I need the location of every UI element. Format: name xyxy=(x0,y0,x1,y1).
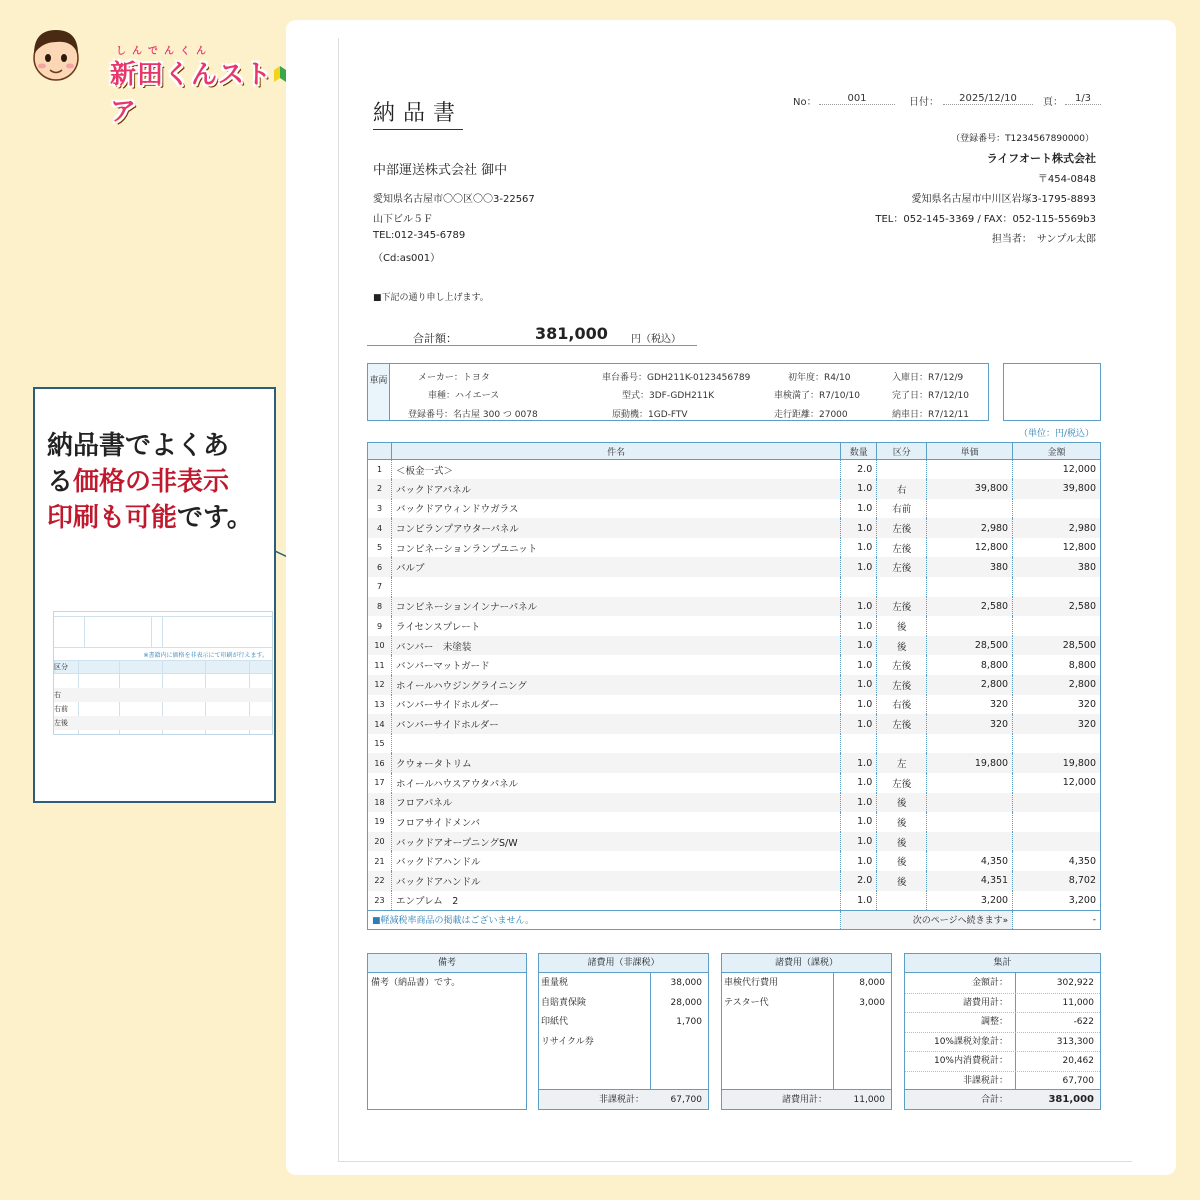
vehicle-image-box xyxy=(1003,363,1101,421)
fee-label: 車検代行費用 xyxy=(724,978,779,988)
total-value: 381,000 xyxy=(535,324,608,343)
table-row xyxy=(368,891,1101,911)
mini-row: 左後 xyxy=(54,719,68,727)
row-unit-price xyxy=(927,832,1013,852)
row-no: 21 xyxy=(368,851,392,871)
customer-name: 中部運送株式会社 御中 xyxy=(373,163,508,178)
row-unit-price: 2,800 xyxy=(927,675,1013,695)
col-qty-header: 数量 xyxy=(841,443,877,460)
tax-fees-title: 諸費用（課税） xyxy=(722,954,891,973)
customer-address-2: 山下ビル５Ｆ xyxy=(373,214,433,225)
summary-label: 10%内消費税計： xyxy=(933,1056,1008,1066)
row-item: バックドアパネル xyxy=(391,479,840,499)
fee-value: 38,000 xyxy=(670,978,702,988)
row-amount: 8,702 xyxy=(1013,871,1101,891)
row-no: 11 xyxy=(368,655,392,675)
summary-total-row xyxy=(905,1089,1100,1109)
customer-tel: TEL:012-345-6789 xyxy=(373,230,466,241)
row-amount xyxy=(1013,616,1101,636)
row-item xyxy=(391,734,840,754)
row-no: 12 xyxy=(368,675,392,695)
row-no: 15 xyxy=(368,734,392,754)
vehicle-in-date: 入庫日：R7/12/9 xyxy=(892,373,964,383)
row-no: 13 xyxy=(368,695,392,715)
table-row xyxy=(368,636,1101,656)
col-item-header: 件名 xyxy=(391,443,840,460)
remarks-box xyxy=(367,953,527,1110)
vehicle-side-label: 車両 xyxy=(368,364,390,420)
row-category: 後 xyxy=(877,812,927,832)
row-qty: 1.0 xyxy=(841,616,877,636)
row-amount: 12,800 xyxy=(1013,538,1101,558)
row-item: ライセンスプレート xyxy=(391,616,840,636)
row-amount: 380 xyxy=(1013,557,1101,577)
row-item: フロアパネル xyxy=(391,793,840,813)
row-qty: 1.0 xyxy=(841,597,877,617)
row-item: バックドアハンドル xyxy=(391,851,840,871)
company-address: 愛知県名古屋市中川区岩塚3-1795-8893 xyxy=(911,194,1096,205)
fee-value: 28,000 xyxy=(670,997,702,1008)
store-logo xyxy=(22,18,282,127)
row-unit-price: 39,800 xyxy=(927,479,1013,499)
mini-row: 右 xyxy=(54,691,61,699)
row-qty: 1.0 xyxy=(841,479,877,499)
row-category xyxy=(877,460,927,480)
fee-row xyxy=(539,1033,708,1053)
row-item: バンパーマットガード xyxy=(391,655,840,675)
boy-face-icon xyxy=(28,24,84,84)
registration-number: （登録番号：T1234567890000） xyxy=(951,134,1094,144)
row-no: 3 xyxy=(368,499,392,519)
row-category xyxy=(877,734,927,754)
summary-value: 11,000 xyxy=(1062,997,1094,1008)
row-item: バックドアオープニングS/W xyxy=(391,832,840,852)
tax-sum-row xyxy=(722,1089,891,1109)
row-unit-price: 19,800 xyxy=(927,753,1013,773)
fee-value: 8,000 xyxy=(859,978,885,988)
row-qty: 2.0 xyxy=(841,871,877,891)
table-row xyxy=(368,812,1101,832)
summary-label: 諸費用計： xyxy=(962,997,1008,1008)
fee-label: リサイクル券 xyxy=(541,1036,594,1047)
row-category: 左後 xyxy=(877,518,927,538)
row-qty: 1.0 xyxy=(841,891,877,911)
row-qty: 1.0 xyxy=(841,773,877,793)
summary-row xyxy=(905,1013,1100,1033)
page-value: 1/3 xyxy=(1065,93,1101,105)
row-amount xyxy=(1013,793,1101,813)
row-qty xyxy=(841,577,877,597)
nontax-fees-box xyxy=(538,953,709,1110)
row-unit-price: 320 xyxy=(927,714,1013,734)
tax-sum-value: 11,000 xyxy=(853,1095,885,1105)
table-row xyxy=(368,655,1101,675)
row-qty: 1.0 xyxy=(841,675,877,695)
summary-value: 313,300 xyxy=(1056,1036,1094,1047)
row-category: 左後 xyxy=(877,675,927,695)
row-item: バンパー 未塗装 xyxy=(391,636,840,656)
company-zip: 〒454-0848 xyxy=(1037,174,1096,185)
table-row xyxy=(368,753,1101,773)
row-category: 右後 xyxy=(877,695,927,715)
mini-note: ※書籍内に価格を非表示にて印刷が行えます。 xyxy=(143,652,268,659)
fee-label: 重量税 xyxy=(541,978,569,988)
row-no: 17 xyxy=(368,773,392,793)
row-category: 後 xyxy=(877,636,927,656)
row-amount: 2,800 xyxy=(1013,675,1101,695)
row-no: 9 xyxy=(368,616,392,636)
row-qty: 1.0 xyxy=(841,655,877,675)
items-body xyxy=(368,460,1101,911)
row-item: ホイールハウスアウタパネル xyxy=(391,773,840,793)
company-name: ライフオート株式会社 xyxy=(986,152,1096,165)
table-row xyxy=(368,518,1101,538)
row-amount: 12,000 xyxy=(1013,460,1101,480)
row-qty: 1.0 xyxy=(841,557,877,577)
row-item: バルブ xyxy=(391,557,840,577)
row-qty: 1.0 xyxy=(841,714,877,734)
fee-row xyxy=(539,1013,708,1033)
row-no: 19 xyxy=(368,812,392,832)
nontax-sum-value: 67,700 xyxy=(670,1095,702,1105)
table-row xyxy=(368,616,1101,636)
row-item: バックドアウィンドウガラス xyxy=(391,499,840,519)
mini-col-header: 区分 xyxy=(54,663,68,671)
row-amount: 320 xyxy=(1013,695,1101,715)
row-amount xyxy=(1013,812,1101,832)
row-item: バンパーサイドホルダー xyxy=(391,714,840,734)
row-no: 20 xyxy=(368,832,392,852)
fee-label: テスター代 xyxy=(724,997,769,1008)
summary-row xyxy=(905,1033,1100,1053)
footer-dash: - xyxy=(1013,910,1101,930)
tax-sum-label: 諸費用計： xyxy=(781,1095,827,1105)
table-row xyxy=(368,499,1101,519)
col-unit-price-header: 単価 xyxy=(927,443,1013,460)
row-amount: 2,980 xyxy=(1013,518,1101,538)
row-amount: 2,580 xyxy=(1013,597,1101,617)
row-unit-price xyxy=(927,773,1013,793)
total-label: 合計額： xyxy=(413,332,457,345)
row-no: 2 xyxy=(368,479,392,499)
fee-label: 印紙代 xyxy=(541,1017,569,1027)
table-row xyxy=(368,851,1101,871)
row-unit-price: 320 xyxy=(927,695,1013,715)
row-category: 右前 xyxy=(877,499,927,519)
vehicle-engine: 原動機：1GD-FTV xyxy=(612,410,688,420)
page-label: 頁： xyxy=(1043,97,1063,108)
vehicle-chassis: 車台番号：GDH211K-0123456789 xyxy=(602,373,751,383)
summary-value: 67,700 xyxy=(1062,1075,1094,1086)
vehicle-done-date: 完了日：R7/12/10 xyxy=(892,391,969,401)
callout-thumbnail xyxy=(53,611,273,735)
row-qty: 1.0 xyxy=(841,695,877,715)
row-unit-price: 12,800 xyxy=(927,538,1013,558)
row-qty: 1.0 xyxy=(841,812,877,832)
col-amount-header: 金額 xyxy=(1013,443,1101,460)
table-row xyxy=(368,675,1101,695)
table-row xyxy=(368,871,1101,891)
row-item: コンビネーションインナーパネル xyxy=(391,597,840,617)
nontax-fees-title: 諸費用（非課税） xyxy=(539,954,708,973)
summary-value: 302,922 xyxy=(1056,978,1094,988)
row-no: 4 xyxy=(368,518,392,538)
row-no: 14 xyxy=(368,714,392,734)
row-amount xyxy=(1013,832,1101,852)
vehicle-delivery-date: 納車日：R7/12/11 xyxy=(892,410,969,420)
row-qty: 1.0 xyxy=(841,518,877,538)
customer-address-1: 愛知県名古屋市〇〇区〇〇3-22567 xyxy=(373,194,535,205)
row-no: 10 xyxy=(368,636,392,656)
table-row xyxy=(368,832,1101,852)
summary-total-label: 合計： xyxy=(980,1095,1008,1105)
row-unit-price: 4,351 xyxy=(927,871,1013,891)
row-amount xyxy=(1013,499,1101,519)
col-category-header: 区分 xyxy=(877,443,927,460)
row-qty: 2.0 xyxy=(841,460,877,480)
callout-message: 納品書でよくあ る価格の非表示 印刷も可能です。 xyxy=(47,431,253,533)
row-category: 左後 xyxy=(877,773,927,793)
row-item: バンパーサイドホルダー xyxy=(391,695,840,715)
vehicle-plate: 登録番号：名古屋 300 つ 0078 xyxy=(408,410,538,420)
row-unit-price xyxy=(927,577,1013,597)
summary-label: 調整： xyxy=(980,1017,1008,1027)
remarks-text: 備考（納品書）です。 xyxy=(371,978,461,988)
row-qty: 1.0 xyxy=(841,793,877,813)
table-row xyxy=(368,479,1101,499)
vehicle-maker: メーカー：トヨタ xyxy=(418,373,490,383)
row-qty: 1.0 xyxy=(841,832,877,852)
row-item: ホイールハウジングライニング xyxy=(391,675,840,695)
row-item xyxy=(391,577,840,597)
summary-label: 非課税計： xyxy=(962,1075,1008,1086)
total-unit: 円（税込） xyxy=(631,334,681,345)
row-qty xyxy=(841,734,877,754)
company-tel-fax: TEL：052-145-3369 / FAX：052-115-5569b3 xyxy=(875,214,1096,225)
row-qty: 1.0 xyxy=(841,851,877,871)
row-item: バックドアハンドル xyxy=(391,871,840,891)
row-unit-price: 3,200 xyxy=(927,891,1013,911)
table-row xyxy=(368,714,1101,734)
date-label: 日付： xyxy=(909,97,939,108)
row-amount: 39,800 xyxy=(1013,479,1101,499)
fee-row xyxy=(722,994,891,1014)
row-item: コンビランプアウターパネル xyxy=(391,518,840,538)
document-title: 納品書 xyxy=(373,96,463,130)
row-no: 8 xyxy=(368,597,392,617)
summary-row xyxy=(905,1052,1100,1072)
row-category: 左後 xyxy=(877,597,927,617)
table-row xyxy=(368,557,1101,577)
row-category: 後 xyxy=(877,832,927,852)
summary-row xyxy=(905,974,1100,994)
row-unit-price xyxy=(927,460,1013,480)
vehicle-inspection: 車検満了：R7/10/10 xyxy=(774,391,860,401)
table-row xyxy=(368,460,1101,480)
table-footer-row xyxy=(368,910,1101,930)
row-category: 左後 xyxy=(877,714,927,734)
table-row xyxy=(368,773,1101,793)
nontax-sum-label: 非課税計： xyxy=(598,1095,644,1105)
row-amount xyxy=(1013,577,1101,597)
row-category: 後 xyxy=(877,793,927,813)
row-no: 23 xyxy=(368,891,392,911)
unit-note: （単位：円/税込） xyxy=(1018,429,1094,439)
row-item: エンブレム 2 xyxy=(391,891,840,911)
row-category: 左 xyxy=(877,753,927,773)
row-unit-price xyxy=(927,616,1013,636)
logo-ruby: しんでんくん xyxy=(116,46,212,57)
tax-note: ■軽減税率商品の掲載はございません。 xyxy=(368,910,841,930)
feature-callout xyxy=(33,387,276,803)
items-table xyxy=(367,442,1101,930)
continued-note: 次のページへ続きます» xyxy=(841,910,1013,930)
row-no: 16 xyxy=(368,753,392,773)
summary-box xyxy=(904,953,1101,1110)
table-row xyxy=(368,695,1101,715)
row-unit-price: 4,350 xyxy=(927,851,1013,871)
col-no-header xyxy=(368,443,392,460)
row-category xyxy=(877,577,927,597)
row-amount: 3,200 xyxy=(1013,891,1101,911)
row-category: 左後 xyxy=(877,557,927,577)
staff-name: 担当者： サンプル太郎 xyxy=(991,234,1096,245)
row-item: コンビネーションランプユニット xyxy=(391,538,840,558)
row-category: 左後 xyxy=(877,538,927,558)
row-amount: 8,800 xyxy=(1013,655,1101,675)
mini-row: 右前 xyxy=(54,705,68,713)
row-qty: 1.0 xyxy=(841,636,877,656)
row-unit-price: 380 xyxy=(927,557,1013,577)
row-unit-price xyxy=(927,793,1013,813)
row-unit-price xyxy=(927,812,1013,832)
vehicle-mileage: 走行距離：27000 xyxy=(774,410,848,420)
logo-brand-text: 新田くんストア xyxy=(110,60,273,127)
summary-label: 10%課税対象計： xyxy=(933,1036,1008,1047)
table-row xyxy=(368,793,1101,813)
total-amount-row xyxy=(367,324,697,346)
date-value: 2025/12/10 xyxy=(943,93,1033,105)
row-category: 後 xyxy=(877,616,927,636)
vehicle-first-year: 初年度：R4/10 xyxy=(788,373,851,383)
lead-text: ■下記の通り申し上げます。 xyxy=(373,293,489,303)
row-no: 18 xyxy=(368,793,392,813)
row-category: 後 xyxy=(877,871,927,891)
row-item: クウォータトリム xyxy=(391,753,840,773)
row-no: 7 xyxy=(368,577,392,597)
tax-fees-box xyxy=(721,953,892,1110)
summary-label: 金額計： xyxy=(971,978,1008,988)
fee-value: 3,000 xyxy=(859,997,885,1008)
table-row xyxy=(368,734,1101,754)
summary-value: -622 xyxy=(1073,1017,1094,1027)
row-category: 右 xyxy=(877,479,927,499)
summary-value: 20,462 xyxy=(1062,1056,1094,1066)
fee-row xyxy=(539,974,708,994)
row-amount: 28,500 xyxy=(1013,636,1101,656)
row-unit-price: 2,980 xyxy=(927,518,1013,538)
row-amount: 12,000 xyxy=(1013,773,1101,793)
table-row xyxy=(368,538,1101,558)
row-unit-price: 8,800 xyxy=(927,655,1013,675)
row-category xyxy=(877,891,927,911)
vehicle-info-box xyxy=(367,363,989,421)
row-no: 6 xyxy=(368,557,392,577)
table-header-row xyxy=(368,443,1101,460)
row-item: フロアサイドメンバ xyxy=(391,812,840,832)
row-amount xyxy=(1013,734,1101,754)
summary-title: 集計 xyxy=(905,954,1100,973)
row-amount: 4,350 xyxy=(1013,851,1101,871)
row-no: 1 xyxy=(368,460,392,480)
row-category: 後 xyxy=(877,851,927,871)
row-amount: 320 xyxy=(1013,714,1101,734)
row-amount: 19,800 xyxy=(1013,753,1101,773)
fee-value: 1,700 xyxy=(676,1017,702,1027)
fee-row xyxy=(539,994,708,1014)
remarks-title: 備考 xyxy=(368,954,526,973)
vehicle-car: 車種：ハイエース xyxy=(428,391,500,401)
fee-label: 自賠責保険 xyxy=(541,997,587,1008)
delivery-note-document xyxy=(338,38,1132,1162)
table-row xyxy=(368,597,1101,617)
row-qty: 1.0 xyxy=(841,499,877,519)
row-qty: 1.0 xyxy=(841,753,877,773)
row-unit-price xyxy=(927,499,1013,519)
row-unit-price xyxy=(927,734,1013,754)
row-category: 左後 xyxy=(877,655,927,675)
row-no: 22 xyxy=(368,871,392,891)
row-unit-price: 28,500 xyxy=(927,636,1013,656)
row-item: ＜板金一式＞ xyxy=(391,460,840,480)
nontax-sum-row xyxy=(539,1089,708,1109)
no-label: No： xyxy=(793,97,817,108)
customer-code: （Cd:as001） xyxy=(373,253,441,264)
table-row xyxy=(368,577,1101,597)
row-no: 5 xyxy=(368,538,392,558)
row-unit-price: 2,580 xyxy=(927,597,1013,617)
fee-row xyxy=(722,974,891,994)
summary-total-value: 381,000 xyxy=(1048,1094,1094,1105)
vehicle-model: 型式：3DF-GDH211K xyxy=(622,391,715,401)
summary-row xyxy=(905,994,1100,1014)
row-qty: 1.0 xyxy=(841,538,877,558)
no-value: 001 xyxy=(819,93,895,105)
